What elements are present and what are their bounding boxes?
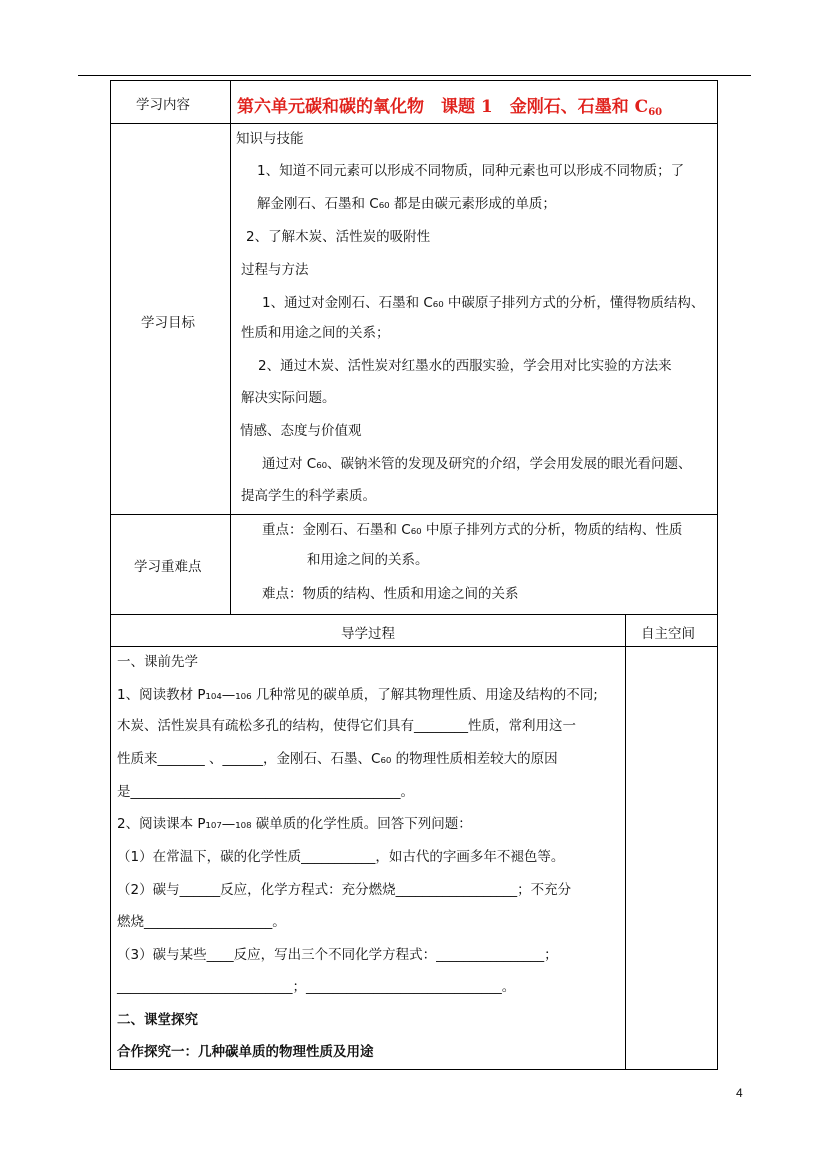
guide-line: 2、阅读课本 P₁₀₇—₁₀₈ 碳单质的化学性质。回答下列问题：	[117, 816, 472, 832]
self-space-label: 自主空间	[641, 626, 695, 642]
objectives-line: 1、通过对金刚石、石墨和 C₆₀ 中碳原子排列方式的分析，懂得物质结构、	[262, 295, 705, 311]
lesson-title-subscript: 60	[648, 107, 663, 118]
guide-line: （2）碳与______反应，化学方程式：充分燃烧__________________；不充分	[117, 882, 572, 898]
header-rule	[78, 75, 751, 76]
guide-line: 1、阅读教材 P₁₀₄—₁₀₆ 几种常见的碳单质，了解其物理性质、用途及结构的不同;	[117, 687, 598, 703]
guide-line: 是________________________________________。	[117, 784, 414, 800]
objectives-line: 过程与方法	[241, 262, 309, 278]
guide-line: （1）在常温下，碳的化学性质___________，如古代的字画多年不褪色等。	[117, 849, 565, 865]
objectives-line: 解金刚石、石墨和 C₆₀ 都是由碳元素形成的单质；	[257, 196, 556, 212]
guide-process-label: 导学过程	[341, 626, 395, 642]
objectives-line: 性质和用途之间的关系；	[241, 325, 390, 341]
objectives-line: 2、通过木炭、活性炭对红墨水的西服实验，学会用对比实验的方法来	[258, 358, 672, 374]
keypoints-line: 和用途之间的关系。	[307, 552, 429, 568]
objectives-line: 提高学生的科学素质。	[241, 488, 376, 504]
page-number: 4	[736, 1086, 743, 1100]
objectives-line: 1、知道不同元素可以形成不同物质，同种元素也可以形成不同物质；了	[257, 163, 685, 179]
objectives-line: 知识与技能	[236, 131, 304, 147]
objectives-line: 通过对 C₆₀、碳钠米管的发现及研究的介绍，学会用发展的眼光看问题、	[262, 456, 692, 472]
lesson-title	[237, 92, 662, 118]
objectives-label: 学习目标	[141, 315, 195, 331]
guide-subheading: 合作探究一：几种碳单质的物理性质及用途	[117, 1044, 374, 1060]
lesson-title-main: 第六单元碳和碳的氧化物 课题 1 金刚石、石墨和 C	[237, 97, 649, 117]
guide-line: 性质来_______ 、______，金刚石、石墨、C₆₀ 的物理性质相差较大的原因	[117, 751, 558, 767]
keypoints-line: 重点：金刚石、石墨和 C₆₀ 中原子排列方式的分析，物质的结构、性质	[262, 522, 683, 538]
guide-line: 木炭、活性炭具有疏松多孔的结构，使得它们具有________性质，常利用这一	[117, 718, 576, 734]
content-label: 学习内容	[136, 97, 190, 113]
self-space-body-cell	[625, 646, 718, 1070]
guide-line: __________________________；_____________________________。	[117, 979, 516, 995]
keypoints-line: 难点：物质的结构、性质和用途之间的关系	[262, 586, 519, 602]
keypoints-label: 学习重难点	[134, 559, 202, 575]
objectives-line: 2、了解木炭、活性炭的吸附性	[246, 229, 431, 245]
guide-line: 一、课前先学	[117, 654, 198, 670]
objectives-line: 解决实际问题。	[241, 390, 336, 406]
guide-section-heading: 二、课堂探究	[117, 1012, 198, 1028]
guide-line: 燃烧___________________。	[117, 914, 286, 930]
guide-line: （3）碳与某些____反应，写出三个不同化学方程式：________________；	[117, 947, 558, 963]
objectives-line: 情感、态度与价值观	[240, 423, 362, 439]
